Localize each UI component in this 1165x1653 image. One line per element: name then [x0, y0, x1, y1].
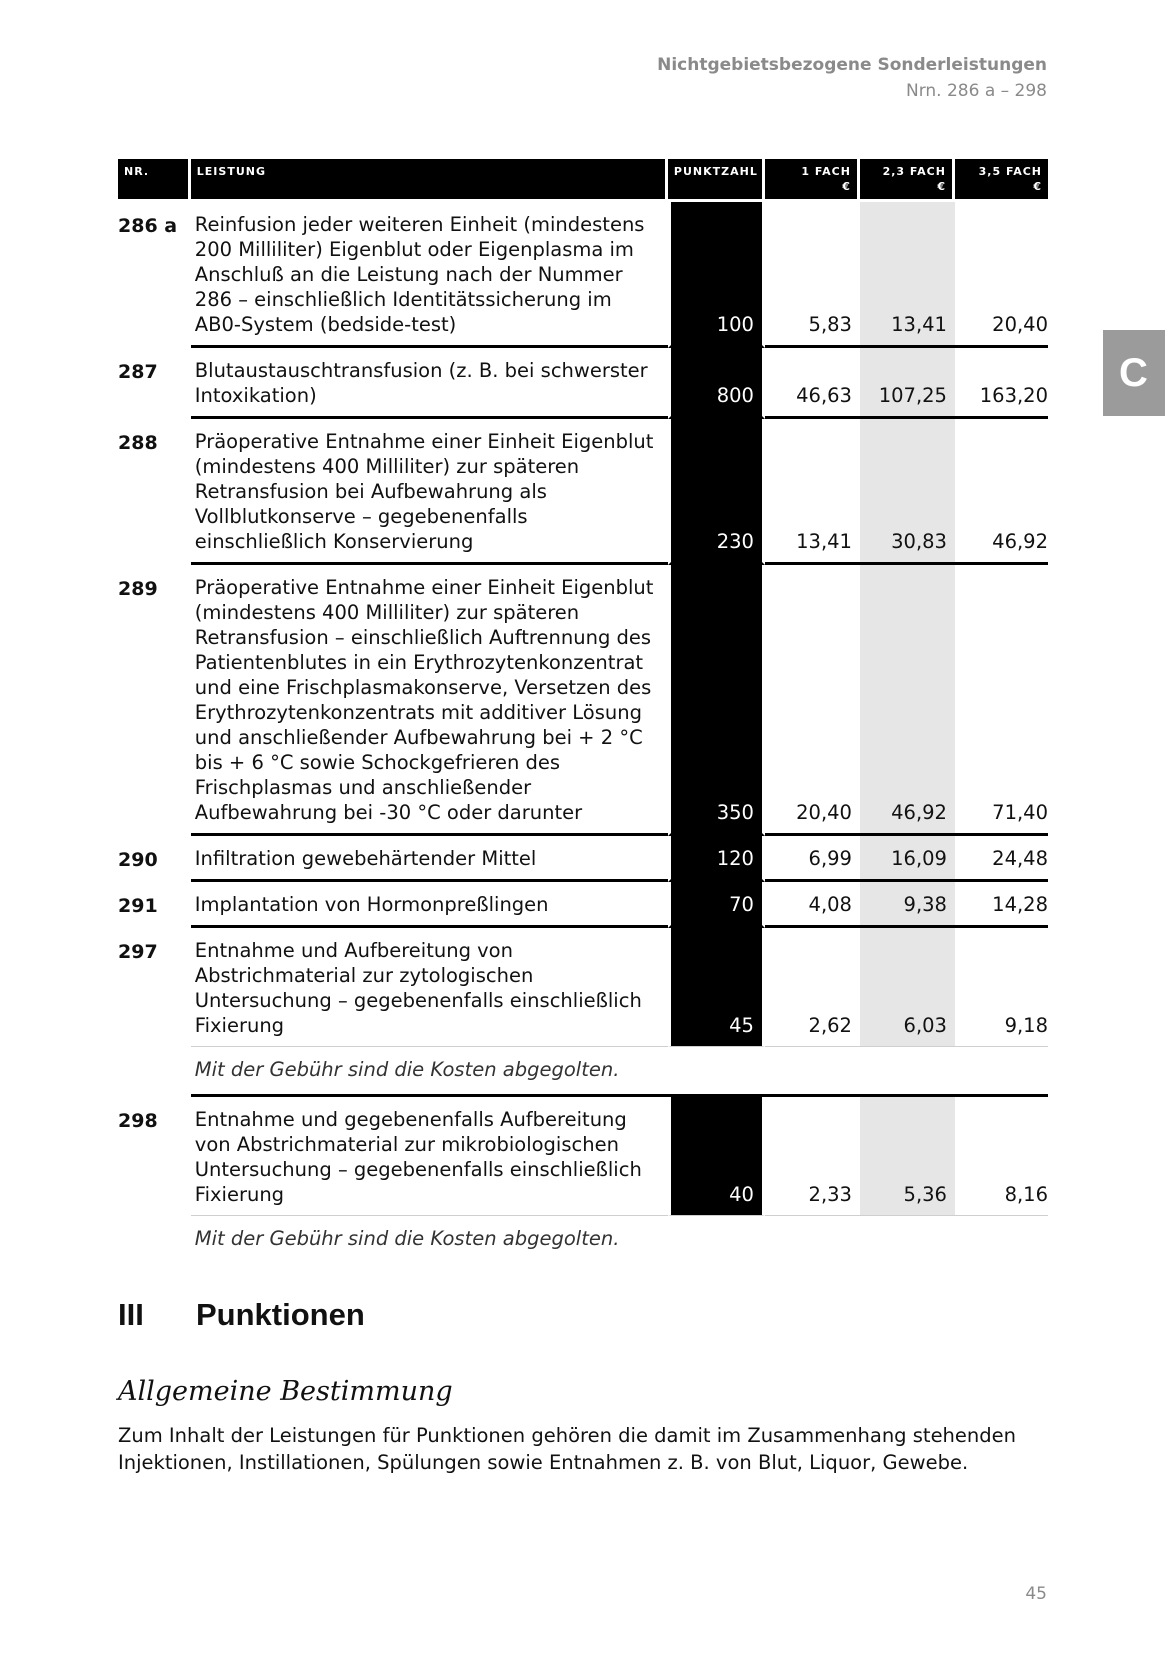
row-2-3fach: 6,03 — [860, 928, 955, 1047]
row-2-3fach: 13,41 — [860, 202, 955, 348]
row-punktzahl: 40 — [668, 1097, 765, 1216]
row-nr: 297 — [118, 941, 158, 963]
row-punktzahl: 100 — [668, 202, 765, 348]
row-1fach: 2,33 — [765, 1097, 860, 1216]
row-punktzahl: 800 — [668, 348, 765, 419]
page-number: 45 — [1025, 1584, 1047, 1604]
row-1fach: 20,40 — [765, 565, 860, 836]
row-2-3fach: 46,92 — [860, 565, 955, 836]
row-nr: 287 — [118, 361, 158, 383]
row-leistung: Implantation von Hormonpreßlingen — [191, 882, 668, 928]
col-header-1fach: 1 FACH € — [765, 159, 860, 199]
row-2-3fach: 16,09 — [860, 836, 955, 882]
table-row — [118, 882, 1048, 928]
section-title: Punktionen — [196, 1297, 365, 1332]
table-row — [118, 348, 1048, 419]
running-header-title: Nichtgebietsbezogene Sonderleistungen — [657, 55, 1047, 75]
row-1fach: 2,62 — [765, 928, 860, 1047]
col-header-nr: NR. — [118, 159, 191, 199]
row-nr: 289 — [118, 578, 158, 600]
section-heading — [118, 1297, 365, 1333]
row-note-text: Mit der Gebühr sind die Kosten abgegolten. — [194, 1227, 620, 1250]
section-number: III — [118, 1297, 144, 1332]
row-3-5fach: 46,92 — [955, 419, 1048, 565]
row-3-5fach: 163,20 — [955, 348, 1048, 419]
table-row — [118, 565, 1048, 836]
row-nr: 298 — [118, 1110, 158, 1132]
table-row — [118, 202, 1048, 348]
chapter-tab: C — [1103, 330, 1165, 416]
row-note-text: Mit der Gebühr sind die Kosten abgegolten. — [191, 1047, 1048, 1097]
row-1fach: 46,63 — [765, 348, 860, 419]
row-punktzahl: 350 — [668, 565, 765, 836]
row-nr: 291 — [118, 895, 158, 917]
row-leistung: Infiltration gewebehärtender Mittel — [191, 836, 668, 882]
table-row — [118, 928, 1048, 1047]
row-leistung: Präoperative Entnahme einer Einheit Eigenblut (mindestens 400 Milliliter) zur späteren Retransfusion – einschließlich Auftrennung des Patientenblutes in ein Erythrozytenkonzentrat und eine Frischplasmakonserve, Versetzen des Erythrozytenkonzentrats mit additiver Lösung und anschließender Aufbewahrung bei + 2 °C bis + 6 °C sowie Schockgefrieren des Frischplasmas und anschließender Aufbewahrung bei -30 °C oder darunter — [191, 565, 668, 836]
row-nr: 288 — [118, 432, 158, 454]
col-header-leistung: LEISTUNG — [191, 159, 668, 199]
row-1fach: 4,08 — [765, 882, 860, 928]
row-2-3fach: 30,83 — [860, 419, 955, 565]
row-punktzahl: 45 — [668, 928, 765, 1047]
table-row — [118, 836, 1048, 882]
row-2-3fach: 107,25 — [860, 348, 955, 419]
row-1fach: 6,99 — [765, 836, 860, 882]
row-nr: 286 a — [118, 215, 178, 237]
row-3-5fach: 24,48 — [955, 836, 1048, 882]
fee-table — [118, 159, 1048, 1263]
section-paragraph: Zum Inhalt der Leistungen für Punktionen gehören die damit im Zusammenhang stehenden Injektionen, Instillationen, Spülungen sowie Entnahmen z. B. von Blut, Liquor, Gewebe. — [118, 1424, 1017, 1474]
row-leistung: Entnahme und Aufbereitung von Abstrichmaterial zur zytologischen Untersuchung – gegebenenfalls einschließlich Fixierung — [191, 928, 668, 1047]
table-row — [118, 419, 1048, 565]
table-header-row — [118, 159, 1048, 199]
running-header-range: Nrn. 286 a – 298 — [905, 81, 1047, 101]
row-note — [118, 1216, 1048, 1263]
row-punktzahl: 70 — [668, 882, 765, 928]
row-3-5fach: 8,16 — [955, 1097, 1048, 1216]
row-1fach: 5,83 — [765, 202, 860, 348]
section-subtitle: Allgemeine Bestimmung — [118, 1376, 453, 1407]
row-3-5fach: 71,40 — [955, 565, 1048, 836]
row-leistung: Entnahme und gegebenenfalls Aufbereitung von Abstrichmaterial zur mikrobiologischen Untersuchung – gegebenenfalls einschließlich Fixierung — [191, 1097, 668, 1216]
col-header-3-5fach: 3,5 FACH € — [955, 159, 1048, 199]
row-leistung: Reinfusion jeder weiteren Einheit (mindestens 200 Milliliter) Eigenblut oder Eigenplasma im Anschluß an die Leistung nach der Nummer 286 – einschließlich Identitätssicherung im AB0-System (bedside-test) — [191, 202, 668, 348]
running-header — [657, 52, 1047, 104]
row-leistung: Blutaustauschtransfusion (z. B. bei schwerster Intoxikation) — [191, 348, 668, 419]
row-3-5fach: 14,28 — [955, 882, 1048, 928]
row-3-5fach: 20,40 — [955, 202, 1048, 348]
row-punktzahl: 230 — [668, 419, 765, 565]
col-header-2-3fach: 2,3 FACH € — [860, 159, 955, 199]
row-note — [118, 1047, 1048, 1097]
row-1fach: 13,41 — [765, 419, 860, 565]
row-nr: 290 — [118, 849, 158, 871]
row-2-3fach: 9,38 — [860, 882, 955, 928]
row-2-3fach: 5,36 — [860, 1097, 955, 1216]
row-3-5fach: 9,18 — [955, 928, 1048, 1047]
row-leistung: Präoperative Entnahme einer Einheit Eigenblut (mindestens 400 Milliliter) zur späteren Retransfusion bei Aufbewahrung als Vollblutkonserve – gegebenenfalls einschließlich Konservierung — [191, 419, 668, 565]
row-punktzahl: 120 — [668, 836, 765, 882]
table-row — [118, 1097, 1048, 1216]
col-header-punktzahl: PUNKTZAHL — [668, 159, 765, 199]
